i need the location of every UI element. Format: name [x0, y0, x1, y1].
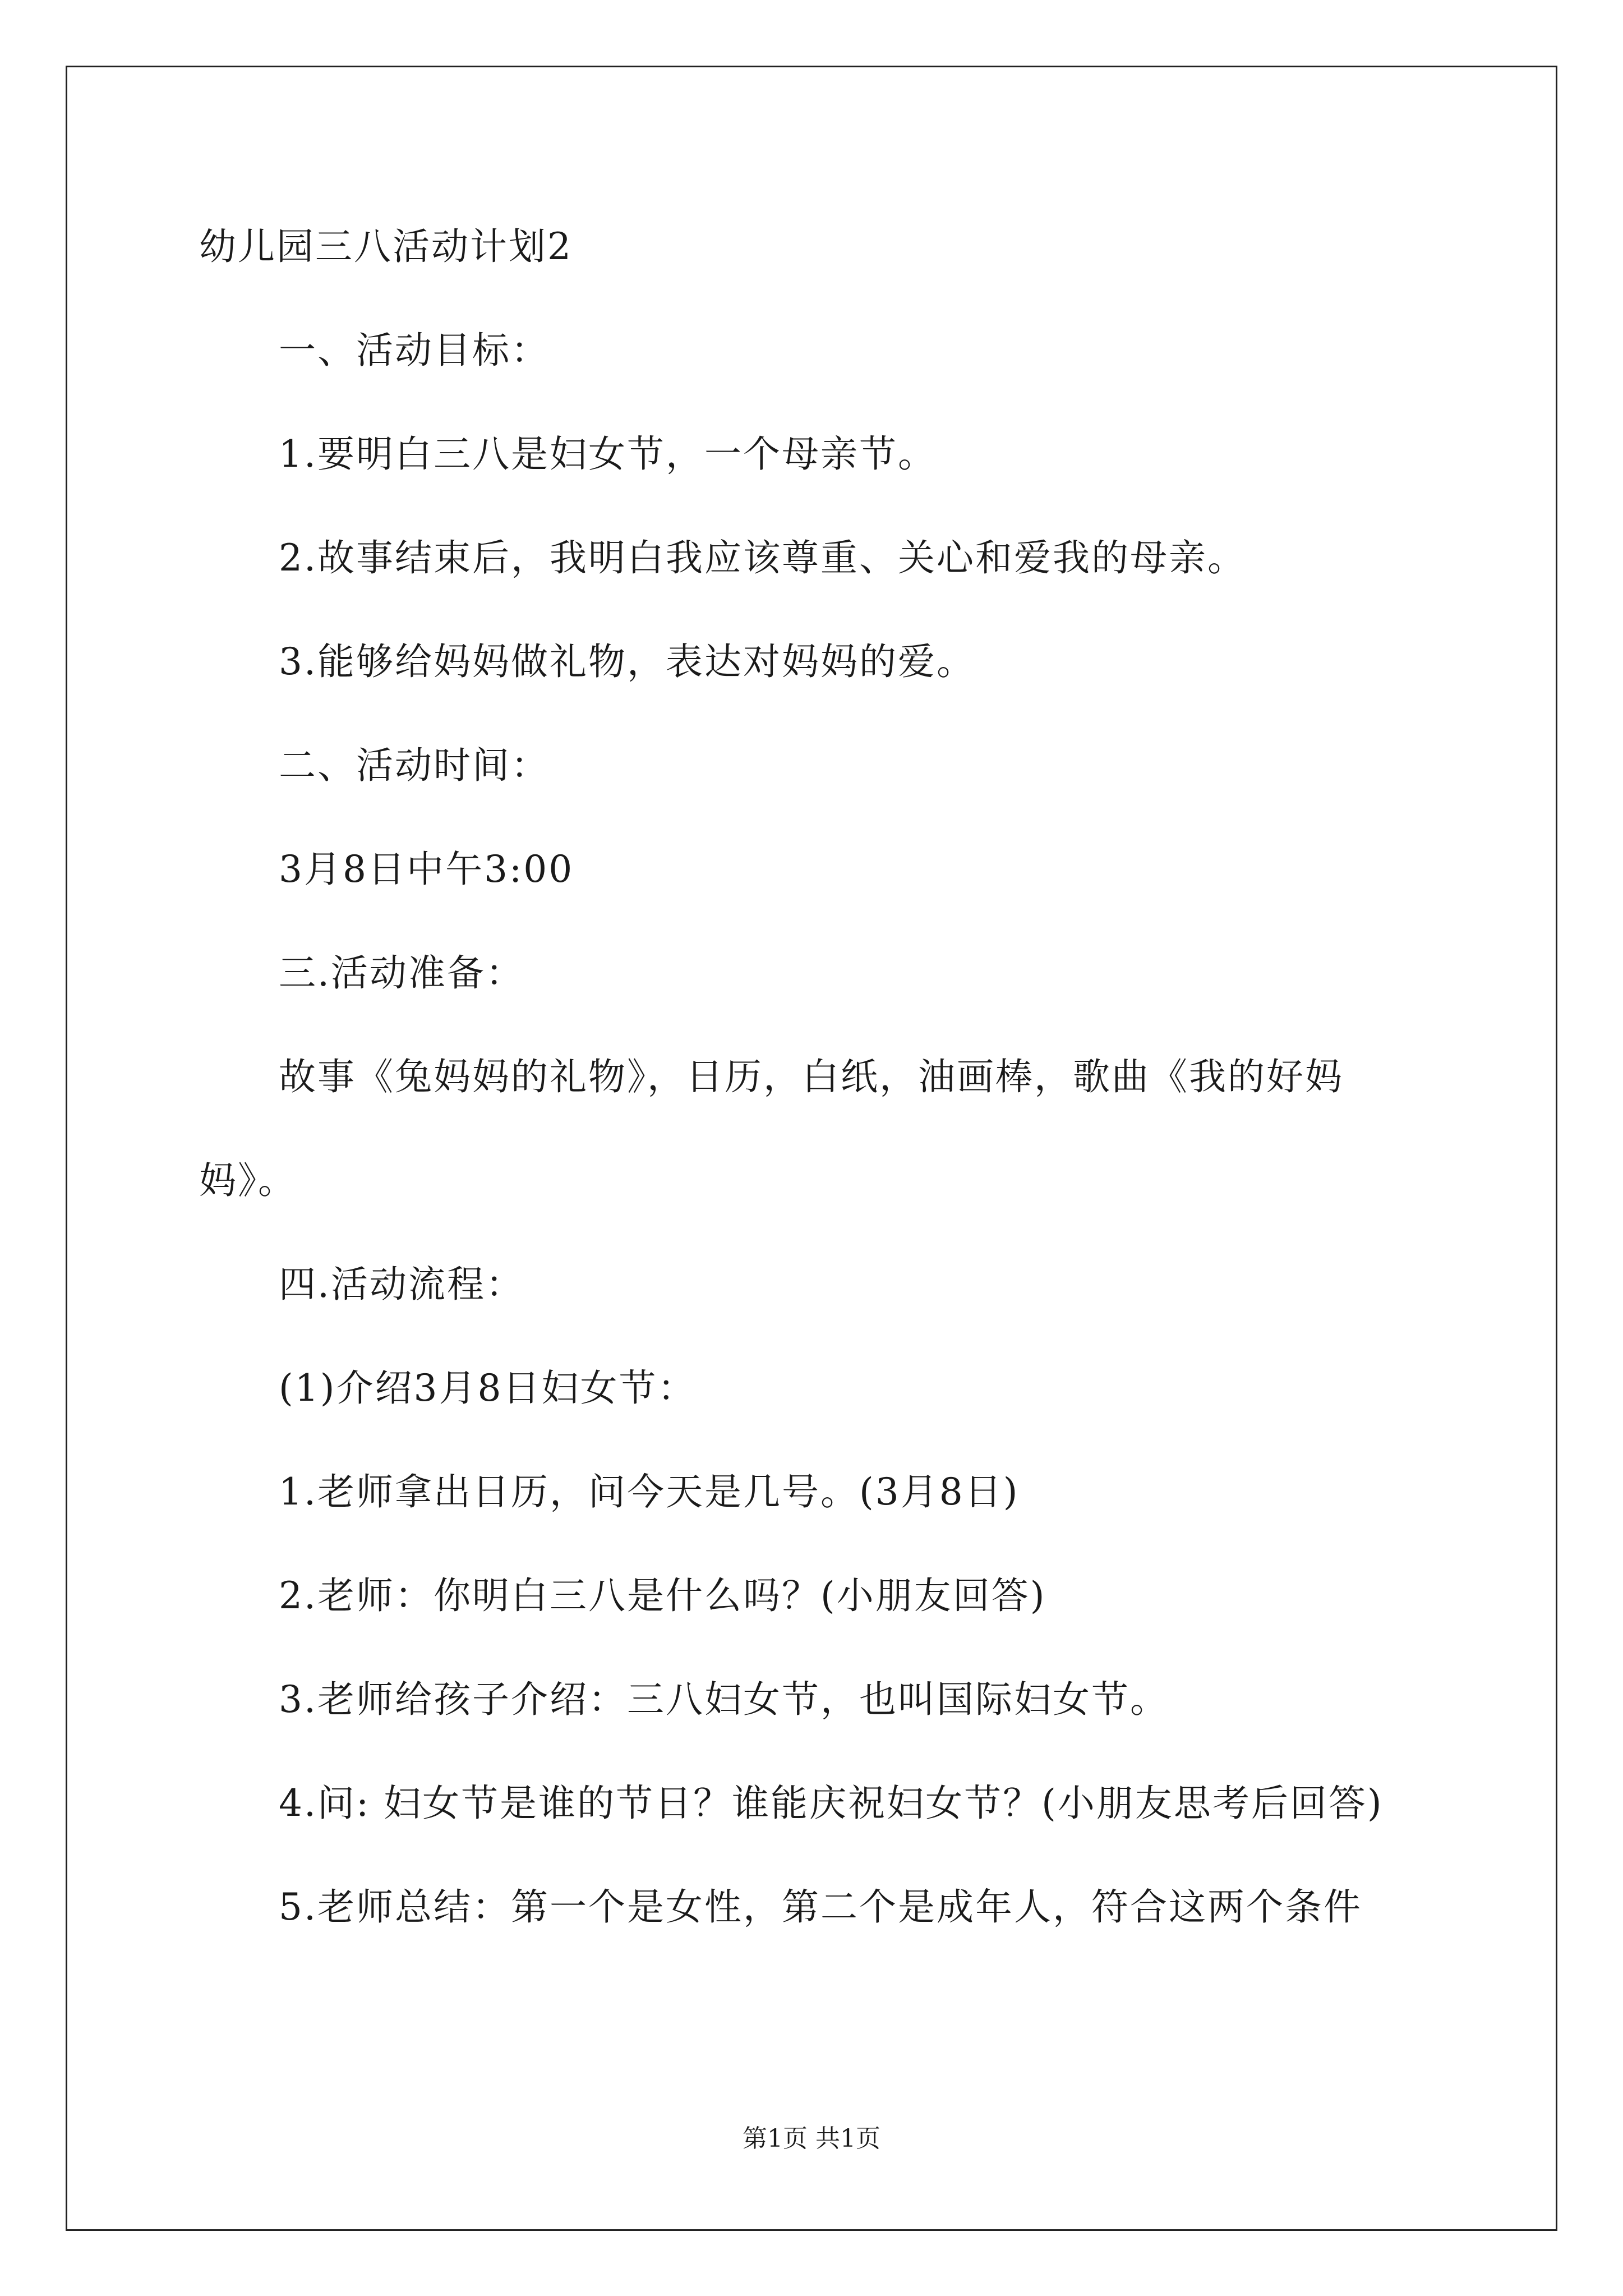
process-item-1: 1.老师拿出日历，问今天是几号。(3月8日) [279, 1470, 1020, 1513]
section-heading-time: 二、活动时间： [279, 744, 550, 787]
prep-materials-line-2: 妈》。 [199, 1159, 297, 1202]
activity-time: 3月8日中午3:00 [279, 848, 574, 891]
prep-materials-line-1: 故事《兔妈妈的礼物》，日历，白纸，油画棒，歌曲《我的好妈 [279, 1055, 1344, 1098]
process-item-4: 4.问: 妇女节是谁的节日？谁能庆祝妇女节？(小朋友思考后回答) [279, 1782, 1384, 1825]
goal-item-3: 3.能够给妈妈做礼物，表达对妈妈的爱。 [279, 640, 975, 683]
section-heading-process: 四.活动流程： [279, 1263, 524, 1306]
process-step-intro: (1)介绍3月8日妇女节： [279, 1366, 697, 1410]
document-body [199, 222, 1433, 1986]
process-item-2: 2.老师：你明白三八是什么吗？(小朋友回答) [279, 1574, 1046, 1617]
process-item-3: 3.老师给孩子介绍：三八妇女节，也叫国际妇女节。 [279, 1678, 1169, 1721]
process-item-5: 5.老师总结：第一个是女性，第二个是成年人，符合这两个条件 [279, 1885, 1362, 1929]
goal-item-1: 1.要明白三八是妇女节，一个母亲节。 [279, 432, 937, 476]
section-heading-prep: 三.活动准备： [279, 951, 524, 995]
goal-item-2: 2.故事结束后，我明白我应该尊重、关心和爱我的母亲。 [279, 536, 1246, 579]
document-title: 幼儿园三八活动计划2 [199, 225, 573, 268]
section-heading-goals: 一、活动目标： [279, 329, 550, 372]
page-footer: 第1页 共1页 [743, 2124, 880, 2153]
